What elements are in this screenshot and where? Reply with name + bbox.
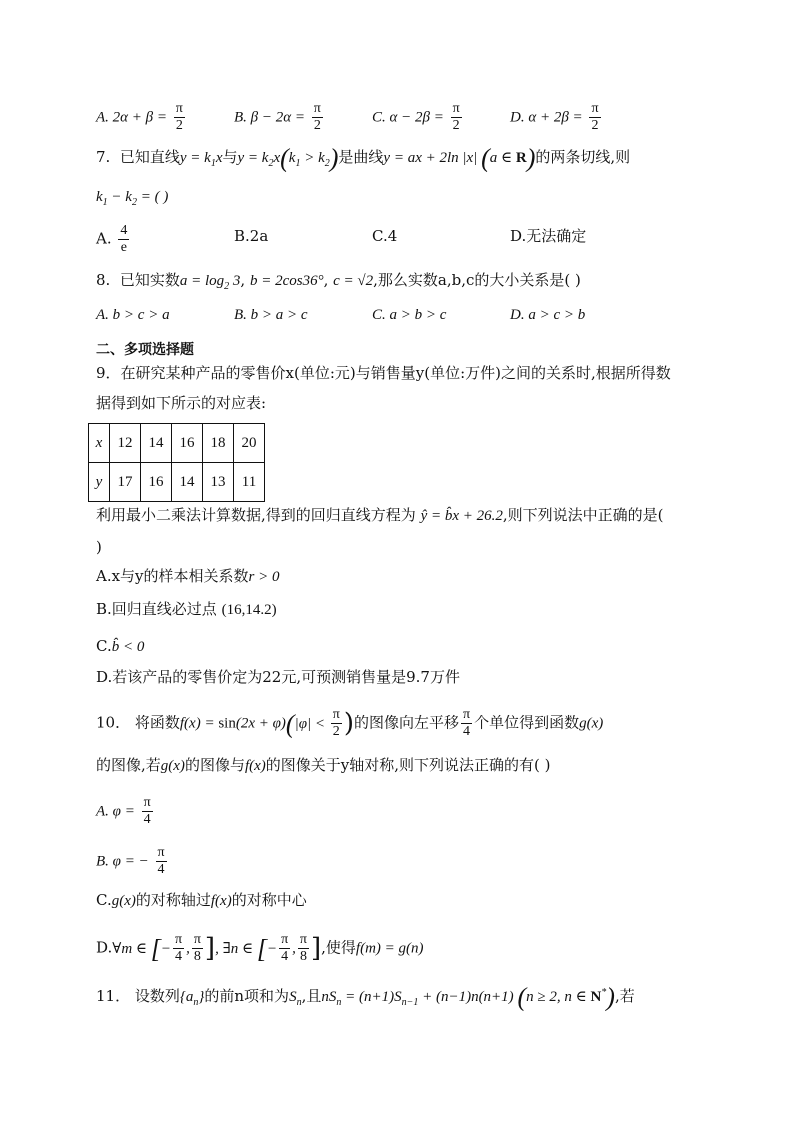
q6-option-c-text: C. α − 2β =	[372, 109, 444, 126]
q6-option-d-text: D. α + 2β =	[510, 109, 583, 126]
q9-line-1: 9．在研究某种产品的零售价x(单位:元)与销售量y(单位:万件)之间的关系时,根据所得数	[96, 364, 671, 382]
pi-over-4-fraction: $\frac{\pi}{4}$	[157, 845, 165, 877]
q10-option-c: C.g(x)的对称轴过f(x)的对称中心	[96, 891, 307, 909]
q8-option-c: C. a > b > c	[372, 307, 447, 323]
regression-equation: ŷ = b̂x + 26.2	[420, 508, 503, 524]
q7-option-a: A. $\frac{4}{e}$	[96, 223, 128, 255]
pi-over-2-fraction: $\frac{\pi}{2}$	[313, 101, 321, 133]
b-definition: b = 2cos36°	[249, 273, 324, 289]
pi-over-2-fraction: $\frac{\pi}{2}$	[452, 101, 460, 133]
q8-option-b: B. b > a > c	[234, 307, 308, 323]
function-f: f(x) = sin(2x + φ)	[179, 715, 286, 732]
table-row	[89, 463, 265, 502]
q9-option-c: C.b̂ < 0	[96, 637, 145, 655]
q9-after-table-line-2: )	[96, 538, 102, 556]
q7-option-c: C.4	[372, 227, 398, 245]
q6-option-d	[510, 101, 603, 134]
q9-option-d: D.若该产品的零售价定为22元,可预测销售量是9.7万件	[96, 668, 460, 686]
table-header-x: x	[89, 424, 110, 463]
pi-over-2-fraction: $\frac{\pi}{2}$	[591, 101, 599, 133]
q6-option-b-text: B. β − 2α =	[234, 109, 306, 126]
q9-line-2: 据得到如下所示的对应表:	[96, 394, 267, 412]
pi-over-4-fraction: $\frac{\pi}{4}$	[281, 932, 289, 964]
q6-option-c	[372, 101, 464, 134]
recurrence-relation: $nS_n = (n+1)S_{n-1} + (n-1)n(n+1) (n \ge 2$, n ∈ N*)	[321, 982, 615, 1012]
table-cell: 14	[172, 463, 203, 502]
pi-over-4-fraction: $\frac{\pi}{4}$	[463, 707, 471, 739]
q6-option-a	[96, 101, 187, 134]
q7-option-d: D.无法确定	[510, 227, 587, 245]
pi-over-8-fraction: $\frac{\pi}{8}$	[299, 932, 307, 964]
four-over-e-fraction: $\frac{4}{e}$	[120, 223, 128, 255]
q9-option-a: A.x与y的样本相关系数r > 0	[96, 567, 280, 585]
table-cell: 17	[110, 463, 141, 502]
pi-over-8-fraction: $\frac{\pi}{8}$	[193, 932, 201, 964]
curve-expression: y = ax + 2ln |x| (a ∈ R)	[383, 143, 536, 173]
pi-over-4-fraction: $\frac{\pi}{4}$	[143, 795, 151, 827]
table-cell: 13	[203, 463, 234, 502]
pi-over-4-fraction: $\frac{\pi}{4}$	[175, 932, 183, 964]
pi-over-2-fraction: $\frac{\pi}{2}$	[332, 707, 340, 739]
table-cell: 16	[141, 463, 172, 502]
q7-line-1: 7. 已知直线$y = k_1x$与$y = k_2x(k_1 > k_2)$是曲线y = ax + 2ln |x| (a ∈ R)的两条切线,则	[96, 143, 631, 173]
q10-line-2: 的图像,若g(x)的图像与f(x)的图像关于y轴对称,则下列说法正确的有( )	[96, 756, 551, 774]
q10-option-d: D.∀m ∈ [− $\frac{\pi}{4}$ , $\frac{\pi}{8}$ ], ∃n ∈ [− $\frac{\pi}{4}$ , $\frac{\pi}{8}$ ],使得f(m) = g(n)	[96, 932, 424, 964]
table-cell: 16	[172, 424, 203, 463]
q8-option-d: D. a > c > b	[510, 307, 586, 323]
data-table	[88, 423, 265, 502]
table-row	[89, 424, 265, 463]
a-definition: $a = \log_2 3$	[179, 273, 241, 292]
line-k2: $y = k_2x$	[237, 150, 281, 169]
q7-option-b: B.2a	[234, 227, 269, 245]
q8-line-1: 8. 已知实数$a = \log_2 3$, b = 2cos36°, c = √2,那么实数a,b,c的大小关系是( )	[96, 271, 581, 292]
q7-line-2: $k_1 - k_2$ = ( )	[96, 189, 169, 208]
line-k1: $y = k_1x$	[179, 150, 223, 169]
table-header-y: y	[89, 463, 110, 502]
table-cell: 11	[234, 463, 265, 502]
q6-option-b	[234, 101, 325, 134]
q10-option-b: B. φ = − $\frac{\pi}{4}$	[96, 845, 165, 877]
q9-option-b: B.回归直线必过点 (16,14.2)	[96, 600, 277, 618]
table-cell: 12	[110, 424, 141, 463]
table-cell: 20	[234, 424, 265, 463]
q10-line-1: 10． 将函数f(x) = sin(2x + φ)(|φ| < $\frac{\pi}{2}$ )的图像向左平移 $\frac{\pi}{4}$ 个单位得到函数g(x)	[96, 707, 604, 739]
table-cell: 18	[203, 424, 234, 463]
c-definition: c = √2	[333, 273, 374, 289]
q8-option-a: A. b > c > a	[96, 307, 170, 323]
pi-over-2-fraction: $\frac{\pi}{2}$	[175, 101, 183, 133]
table-cell: 14	[141, 424, 172, 463]
section-heading: 二、多项选择题	[96, 342, 194, 358]
q10-option-a: A. φ = $\frac{\pi}{4}$	[96, 795, 151, 827]
q9-after-table-line-1: 利用最小二乘法计算数据,得到的回归直线方程为 ŷ = b̂x + 26.2,则下列说法中正确的是(	[96, 506, 664, 524]
q6-option-a-text: A. 2α + β =	[96, 109, 168, 126]
q11-line-1: 11． 设数列$\{a_n\}$的前n项和为$S_n$,且$nS_n = (n+1)S_{n-1} + (n-1)n(n+1) (n \ge 2$, n ∈ N*),若	[96, 982, 635, 1012]
